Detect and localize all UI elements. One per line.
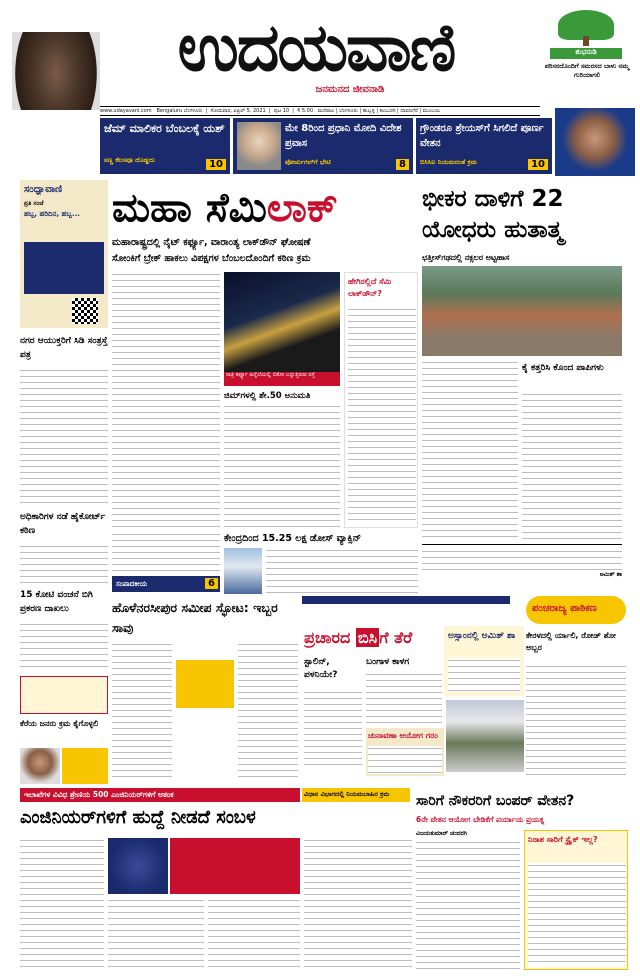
bottom-right-box-frame xyxy=(524,830,628,970)
soldiers-photo xyxy=(422,266,622,356)
right-top-col-1 xyxy=(422,360,518,540)
teaser-1-sub: ಸಣ್ಣ ಕೆಲಸವೂ ದೊಡ್ಡದು xyxy=(104,156,155,164)
lead-box-text xyxy=(348,307,416,525)
right-top-headline: ಭೀಕರ ದಾಳಿಗೆ 22 ಯೋಧರು ಹುತಾತ್ಮ xyxy=(422,186,564,243)
bottom-kicker: ಇಲಾಖೆಗಳ ವಿವಿಧ ಶ್ರೇಣಿಯ 500 ಎಂಜಿನಿಯರ್‌ಗಳಿಗೆ ಆತಂಕ xyxy=(24,790,174,799)
bottom-right-headline: ಸಾರಿಗೆ ನೌಕರರಿಗೆ ಬಂಪರ್ ವೇತನ? xyxy=(416,793,575,809)
website[interactable]: www.udayavani.com xyxy=(100,108,152,114)
election-box4: ಚುನಾವಣಾ ಆಯೋಗ ಗರಂ xyxy=(368,731,438,740)
city: Bengaluru ಬೆಂಗಳೂರು xyxy=(156,108,203,114)
teaser-3-sub: ಬಿಸಿಸಿಐ ನಿಯಮದಂತೆ ಕ್ರಮ xyxy=(420,158,477,166)
teaser-1[interactable] xyxy=(100,118,230,174)
qr-code[interactable] xyxy=(72,298,98,324)
editions: ಮಣಿಪಾಲ | ಬೆಂಗಳೂರು | ಹುಬ್ಬಳ್ಳಿ | ಕಲಬುರಗಿ | ದಾವಣಗೆರೆ | ಮುಂಬಯಿ xyxy=(317,108,441,114)
modi-photo xyxy=(237,122,281,170)
date-bar: www.udayavani.com Bengaluru ಬೆಂಗಳೂರು | ಸೋಮವಾರ, ಏಪ್ರಿಲ್ 5, 2021 | ಪುಟ 10 | ₹ 5.00 ಮಣಿಪಾಲ | ಬೆಂಗಳೂರು | ಹುಬ್ಬಳ್ಳಿ | ಕಲಬುರಗಿ | ದಾವಣಗೆರೆ | ಮುಂಬಯಿ xyxy=(100,106,540,116)
lead-photo-caption: ರಾತ್ರಿ ಕರ್ಫ್ಯೂ ಹಿನ್ನೆಲೆಯಲ್ಲಿ ಬಿಕೋ ಎನ್ನುತ್ತಿರುವ ರಸ್ತೆ xyxy=(224,372,340,386)
election-box3-frame xyxy=(444,626,524,696)
tree-trunk xyxy=(583,36,589,46)
brand-right: ಶುಭನುಡಿ xyxy=(550,48,622,59)
pages: ಪುಟ 10 xyxy=(273,108,290,114)
vaccine-photo xyxy=(224,548,262,594)
accident-box xyxy=(176,660,234,708)
bottom-right-deck: 6ನೇ ವೇತನ ಆಯೋಗ ಬೇಡಿಕೆಗೆ ಪರ್ಯಾಯ ಪ್ರಯತ್ನ xyxy=(416,815,545,824)
vaccine-text xyxy=(266,548,418,594)
sidebar-story-3[interactable]: 15 ಕೋಟಿ ವಂಚನೆ ಬಿಗಿ ಪ್ರಕರಣ ದಾಖಲು xyxy=(20,590,93,614)
lead-deck: ಮಹಾರಾಷ್ಟ್ರದಲ್ಲಿ ನೈಟ್ ಕರ್ಫ್ಯೂ, ವಾರಾಂತ್ಯ ಲಾಕ್‌ಡೌನ್ ಘೋಷಣೆ xyxy=(112,237,311,248)
sidebar-text-3 xyxy=(20,622,108,672)
election-box3: ಅಸ್ಸಾಂನಲ್ಲಿ ಅಮಿತ್ ಶಾ xyxy=(448,631,516,641)
masthead-title: ಉದಯವಾಣಿ xyxy=(177,12,455,84)
bottom-col-2 xyxy=(108,898,204,970)
teaser-1-page: 10 xyxy=(206,159,226,170)
teaser-2[interactable] xyxy=(233,118,413,174)
sidebar-bottom[interactable]: ಕೆರೆಯ ಜನರು ಕ್ರಮ ಕೈಗೊಳ್ಳಲಿ xyxy=(20,719,99,728)
teaser-3[interactable] xyxy=(416,118,552,174)
bottom-right-col-1 xyxy=(416,840,520,970)
sidebar-story-2[interactable]: ಅಧಿಕಾರಿಗಳ ನಡೆ ಹೈಕೋರ್ಟ್ ಕಠಿಣ xyxy=(20,512,106,536)
right-top-quote-text xyxy=(422,549,622,571)
bottom-kicker-bar xyxy=(20,788,300,802)
bottom-kicker2-bar xyxy=(302,788,410,802)
cricketer-photo xyxy=(555,108,635,176)
election-highlight: ಬಿಸಿ xyxy=(357,628,378,647)
teaser-1-title: ಜೆಮ್ ಮಾಲಿಕರ ಬೆಂಬಲಕ್ಕೆ ಯಶ್ xyxy=(104,122,225,135)
sidebar-dark-box xyxy=(24,242,104,294)
lead-sub-head: ಜಿಮ್‌ಗಳಲ್ಲಿ ಶೇ.50 ಅನುಮತಿ xyxy=(224,391,311,401)
bottom-right-box-text xyxy=(528,863,626,967)
lead-headline-red: ಲಾಕ್ xyxy=(266,185,338,231)
lead-col-1 xyxy=(112,272,220,528)
sidebar-brand: ಸಂಧ್ಯಾವಾಣಿ xyxy=(24,184,63,195)
bottom-col-4 xyxy=(304,838,412,970)
teaser-3-title: ಗ್ರೌಂಡರೂ ಶ್ರೇಯಸ್‌ಗೆ ಸಿಗಲಿದೆ ಪೂರ್ಣ ವೇತನ xyxy=(420,123,544,149)
election-banner-text: ಪಂಚರಾಜ್ಯ ಪಾಠಿಕಣ xyxy=(532,603,597,614)
election-box5: ಕೇರಳದಲ್ಲಿ ರ್ಯಾಲಿ, ರೋಡ್ ಶೋ ಅಬ್ಬರ xyxy=(526,631,616,652)
sidebar-text-2 xyxy=(20,544,108,584)
lead-col-2 xyxy=(224,404,340,528)
masthead-tagline: ಜನಮನದ ಜೀವನಾಡಿ xyxy=(315,84,385,95)
sidebar-brand-sub: ಪ್ರತಿ ಸಂಜೆ xyxy=(24,200,44,207)
accident-col-2 xyxy=(238,642,298,780)
election-banner-top xyxy=(302,596,510,604)
election-box1: ಸ್ಟಾಲಿನ್, ಪಳನಿಯೇ? xyxy=(304,657,338,680)
right-top-byline: ಅಮಿತ್ ಶಾ xyxy=(599,571,622,578)
election-box2: ಬಂಗಾಳ ಕಾಳಗ xyxy=(366,657,410,667)
bottom-right-box: ನಿರಾಶ ಸಾರಿಗೆ ಸ್ಟ್ರೈಕ್ ಇಲ್ಲ? xyxy=(528,835,598,844)
right-top-col-2 xyxy=(522,392,622,540)
lead-info-box xyxy=(344,272,418,528)
right-top-quote xyxy=(422,544,622,580)
brand-quote: ಪರಿಸರದೊಂದಿಗೆ ಸಮರಸದ ಬಾಳು ನಮ್ಮ ಗುರಿಯಾಗಲಿ xyxy=(544,62,630,79)
editorial-text xyxy=(112,532,220,572)
election-box2-text xyxy=(366,672,442,724)
teaser-2-title: ಮೇ 8ರಿಂದ ಪ್ರಧಾನಿ ಮೋದಿ ವಿದೇಶ ಪ್ರವಾಸ xyxy=(285,123,402,149)
right-top-sub: ಕೈ ಕತ್ತರಿಸಿ ಕೊಂದ ಪಾಪಿಗಳು xyxy=(522,363,604,373)
election-headline xyxy=(304,626,444,652)
election-box1-text xyxy=(304,690,362,770)
teaser-2-sub: ಪೋರ್ಚುಗಲ್‌ಗೆ ಭೇಟಿ xyxy=(285,158,331,166)
lead-deck-2: ಸೋಂಕಿಗೆ ಬ್ರೇಕ್ ಹಾಕಲು ವಿಪಕ್ಷಗಳ ಬೆಂಬಲದೊಂದಿಗೆ ಕಠಿಣ ಕ್ರಮ xyxy=(112,253,311,264)
election-headline-a: ಪ್ರಚಾರದ xyxy=(304,628,351,647)
sidebar-quote xyxy=(62,748,108,784)
sidebar-promo-text: ಹಬ್ಬ, ಹರಿದಿನ, ಹಬ್ಬ... xyxy=(24,210,80,218)
election-banner xyxy=(526,596,626,624)
sidebar-promo[interactable] xyxy=(20,180,108,328)
price: ₹ 5.00 xyxy=(297,108,314,114)
sidebar-story-1[interactable]: ನಗರ ಆಯುಕ್ತರಿಗೆ ಸಿಡಿ ಸಂತ್ರಸ್ತೆ ಪತ್ರ xyxy=(20,336,108,360)
election-box5-text xyxy=(526,664,626,778)
election-box4-text xyxy=(368,746,442,774)
sidebar-ad-box[interactable] xyxy=(20,676,108,714)
lead-headline xyxy=(112,184,418,232)
lead-box-title: ಹೇಗಿರಲ್ಲಿದೆ ಸೆಮಿ ಲಾಕ್‌ಡೌನ್? xyxy=(348,277,392,298)
teaser-3-page: 10 xyxy=(528,159,548,170)
bottom-col-1 xyxy=(20,838,104,970)
teaser-2-page: 8 xyxy=(396,159,409,170)
accident-headline: ಹೊಳೆನರಸೀಪುರ ಸಮೀಪ ಸ್ಫೋಟ: ಇಬ್ಬರ ಸಾವು xyxy=(112,600,278,635)
lead-photo xyxy=(224,272,340,372)
right-top-deck: ಛತ್ತೀಸ್‌ಗಢದಲ್ಲಿ ನಕ್ಸಲರ ಅಟ್ಟಹಾಸ xyxy=(422,253,510,262)
date: ಸೋಮವಾರ, ಏಪ್ರಿಲ್ 5, 2021 xyxy=(210,108,266,114)
editorial-page: 6 xyxy=(205,578,218,589)
bottom-kicker2: ವಿಧಾನ ವಿಭಾಗದಲ್ಲಿ ನಿಯಮಬಾಹಿರ ಕ್ರಮ xyxy=(304,790,390,798)
lead-headline-black: ಮಹಾ ಸೆಮಿ xyxy=(112,185,267,231)
bottom-col-3 xyxy=(208,898,300,970)
election-tail: ಗೆ ತೆರೆ xyxy=(379,628,413,647)
actor-photo xyxy=(12,32,100,110)
bottom-headline: ಎಂಜಿನಿಯರ್‌ಗಳಿಗೆ ಹುದ್ದೆ ನೀಡದೆ ಸಂಬಳ xyxy=(20,807,256,828)
vaccine-headline: ಕೇಂದ್ರದಿಂದ 15.25 ಲಕ್ಷ ಡೋಸ್ ವ್ಯಾಕ್ಸಿನ್ xyxy=(224,533,362,544)
editorial-box[interactable] xyxy=(112,532,220,594)
bottom-byline: ವಿಜಯಕುಮಾರ್ ಚಂದರಗಿ xyxy=(416,830,468,837)
bottom-emblem xyxy=(108,838,168,894)
rally-photo xyxy=(446,700,524,772)
editorial-tag: ಸಂಪಾದಕೀಯ xyxy=(116,580,148,588)
election-box3-text xyxy=(448,658,520,692)
politician-photo xyxy=(20,748,60,784)
accident-col-1 xyxy=(112,642,172,780)
sidebar-text-1 xyxy=(20,368,108,506)
bottom-red-box xyxy=(170,838,300,894)
election-box4-frame xyxy=(366,728,444,776)
masthead xyxy=(0,0,640,110)
